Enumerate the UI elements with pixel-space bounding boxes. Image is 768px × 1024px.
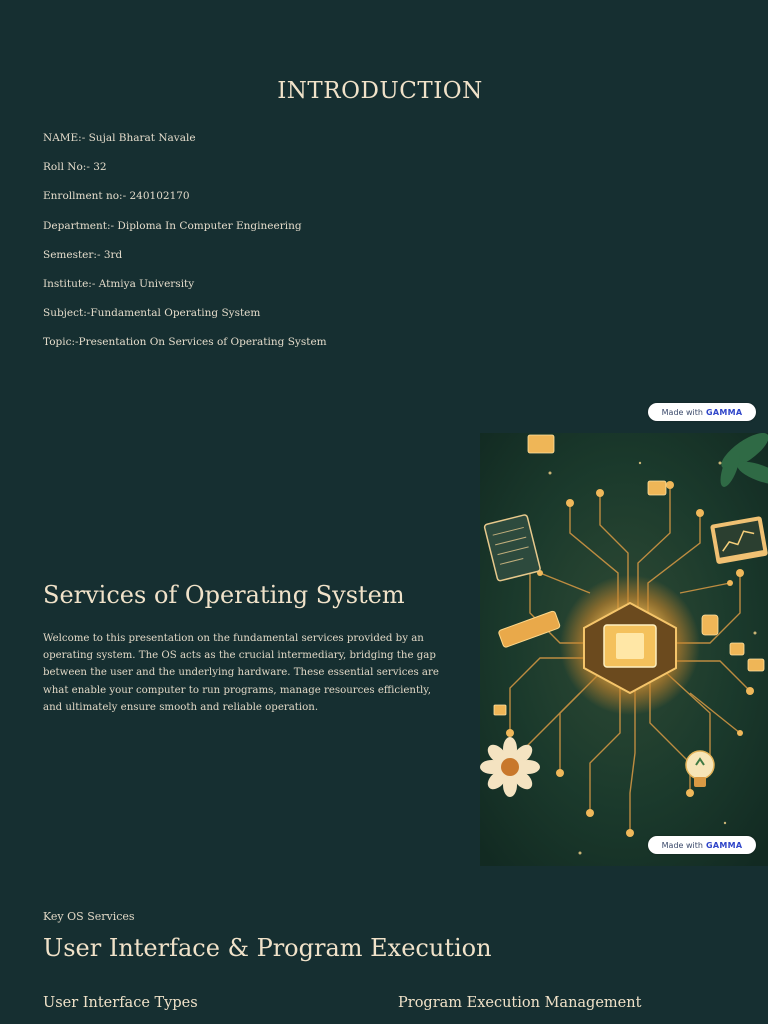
services-title: Services of Operating System [43, 581, 405, 609]
badge-prefix: Made with [661, 840, 703, 850]
badge-prefix: Made with [661, 407, 703, 417]
gamma-logo: GAMMA [705, 407, 743, 417]
info-enrollment: Enrollment no:- 240102170 [43, 190, 190, 203]
info-topic: Topic:-Presentation On Services of Operating System [43, 336, 327, 349]
info-subject: Subject:-Fundamental Operating System [43, 307, 261, 320]
gamma-logo: GAMMA [705, 840, 743, 850]
key-services-kicker: Key OS Services [43, 910, 135, 923]
student-info-list [43, 132, 327, 366]
program-execution-heading: Program Execution Management [398, 995, 642, 1011]
services-description: Welcome to this presentation on the fundamental services provided by an operating system. The OS acts as the crucial intermediary, bridging the gap between the user and the underlying hardware. These essential services are what enable your computer to run programs, manage resources efficiently, and ultimately ensure smooth and reliable operation. [43, 633, 439, 713]
made-with-gamma-badge-image[interactable] [648, 836, 756, 854]
made-with-gamma-badge[interactable] [648, 403, 756, 421]
info-semester: Semester:- 3rd [43, 248, 123, 261]
intro-title: INTRODUCTION [277, 78, 483, 104]
info-name: NAME:- Sujal Bharat Navale [43, 132, 196, 144]
circuit-board-illustration [480, 433, 768, 866]
info-roll-no: Roll No:- 32 [43, 161, 107, 174]
info-institute: Institute:- Atmiya University [43, 277, 195, 290]
user-interface-heading: User Interface & Program Execution [43, 934, 492, 962]
user-interface-types-heading: User Interface Types [43, 995, 198, 1011]
info-department: Department:- Diploma In Computer Engineering [43, 219, 302, 232]
